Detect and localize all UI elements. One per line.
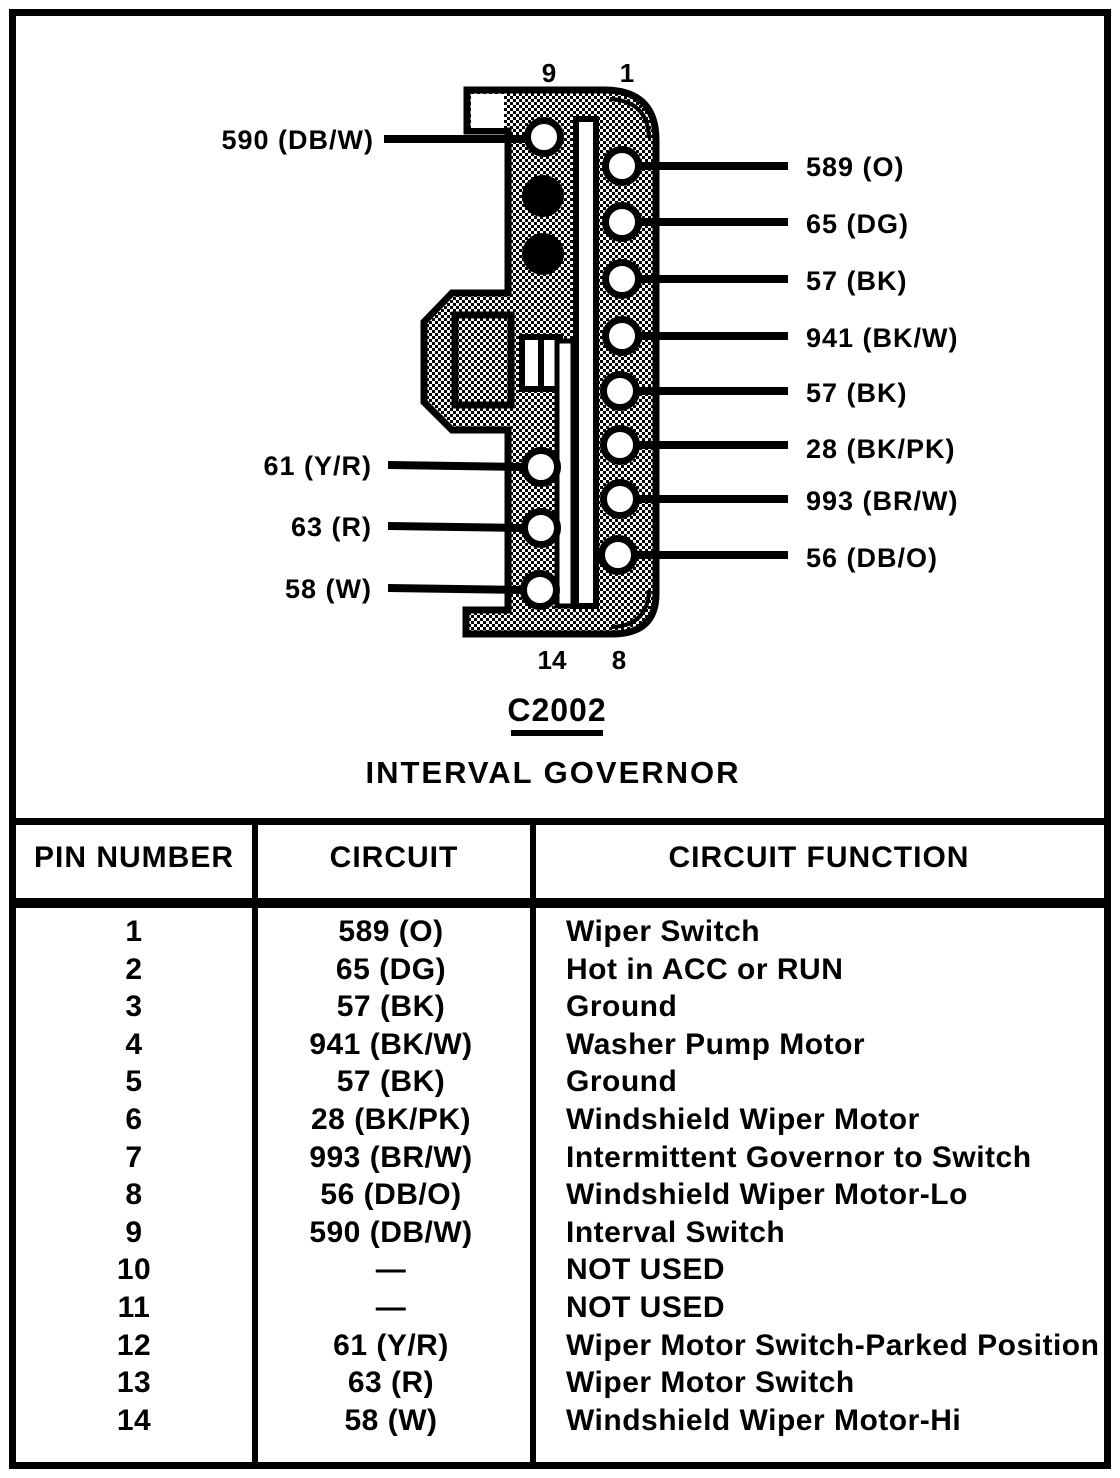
circuit-cell: 589 (O) xyxy=(338,915,444,948)
circuit-function-cell: Windshield Wiper Motor xyxy=(566,1102,920,1136)
circuit-cell: 56 (DB/O) xyxy=(320,1178,462,1212)
pin-number-cell: 1 xyxy=(125,915,143,948)
table-row xyxy=(16,1026,1102,1064)
pin-number-bottom-right: 8 xyxy=(611,645,627,675)
table-row xyxy=(16,1289,1102,1327)
pin-number-cell: 5 xyxy=(125,1065,143,1099)
pin-number-top-right: 1 xyxy=(619,58,635,88)
table-row xyxy=(16,988,1102,1026)
table-row xyxy=(16,913,1102,951)
table-row xyxy=(16,1251,1102,1289)
pin-10-plug xyxy=(522,175,564,217)
wire-label-65: 65 (DG) xyxy=(806,209,910,239)
circuit-function-cell: Windshield Wiper Motor-Lo xyxy=(566,1178,968,1212)
pin-14-hole xyxy=(524,574,557,607)
circuit-cell: — xyxy=(375,1290,407,1324)
flange-notch xyxy=(471,94,504,128)
wire-label-58: 58 (W) xyxy=(285,574,372,604)
circuit-cell: 57 (BK) xyxy=(336,990,446,1024)
header-bottom-rule xyxy=(9,898,1111,908)
pin-12-hole xyxy=(525,451,558,484)
table-row xyxy=(16,1402,1102,1440)
pin-number-cell: 8 xyxy=(125,1178,143,1212)
pin-number-bottom-left: 14 xyxy=(537,645,567,675)
pin-number-cell: 13 xyxy=(116,1366,152,1400)
table-top-rule xyxy=(9,818,1111,825)
leader-61 xyxy=(388,465,528,467)
center-slot-long xyxy=(576,119,596,606)
pin-8-hole xyxy=(602,539,635,572)
circuit-cell: 28 (BK/PK) xyxy=(310,1102,472,1136)
pin-number-cell: 9 xyxy=(125,1215,143,1249)
header-circuit-function: CIRCUIT FUNCTION xyxy=(668,841,970,874)
circuit-cell: — xyxy=(375,1253,407,1287)
circuit-cell: 58 (W) xyxy=(344,1403,438,1437)
circuit-cell: 590 (DB/W) xyxy=(309,1215,473,1249)
table-row xyxy=(16,1063,1102,1101)
pin-11-plug xyxy=(522,233,564,275)
connector-id: C2002 xyxy=(507,692,607,728)
pin-4-hole xyxy=(606,320,639,353)
circuit-function-cell: Wiper Switch xyxy=(566,915,761,948)
wire-label-993: 993 (BR/W) xyxy=(806,486,959,516)
pin-6-hole xyxy=(604,429,637,462)
circuit-cell: 993 (BR/W) xyxy=(309,1140,473,1174)
pin-number-cell: 4 xyxy=(125,1027,143,1061)
pin-number-cell: 7 xyxy=(125,1140,143,1174)
pin-9-hole xyxy=(528,121,561,154)
circuit-function-cell: NOT USED xyxy=(566,1290,726,1324)
table-row xyxy=(16,1327,1102,1365)
circuit-cell: 61 (Y/R) xyxy=(333,1328,449,1362)
circuit-function-cell: Interval Switch xyxy=(566,1215,786,1249)
circuit-function-cell: Ground xyxy=(566,1065,678,1099)
circuit-function-cell: Hot in ACC or RUN xyxy=(566,952,844,986)
wire-label-590: 590 (DB/W) xyxy=(221,125,374,155)
pin-number-cell: 14 xyxy=(116,1403,152,1437)
pin-number-cell: 10 xyxy=(116,1253,152,1287)
wire-label-56: 56 (DB/O) xyxy=(806,543,939,573)
wire-label-57a: 57 (BK) xyxy=(806,266,908,296)
table-rows xyxy=(16,913,1102,1439)
table-row xyxy=(16,1214,1102,1252)
circuit-function-cell: Wiper Motor Switch-Parked Position xyxy=(566,1328,1100,1362)
connector-title: INTERVAL GOVERNOR xyxy=(365,755,741,790)
pin-5-hole xyxy=(604,375,637,408)
circuit-function-cell: NOT USED xyxy=(566,1253,726,1287)
wire-label-589: 589 (O) xyxy=(806,152,905,182)
table-row xyxy=(16,1139,1102,1177)
circuit-cell: 57 (BK) xyxy=(336,1065,446,1099)
leader-63 xyxy=(388,526,528,528)
pin-number-top-left: 9 xyxy=(541,58,557,88)
wire-label-28: 28 (BK/PK) xyxy=(806,434,956,464)
pin-number-cell: 11 xyxy=(117,1290,151,1324)
table-row xyxy=(16,951,1102,989)
wire-label-61: 61 (Y/R) xyxy=(263,451,372,481)
pin-number-cell: 3 xyxy=(125,990,143,1024)
header-circuit: CIRCUIT xyxy=(329,841,459,874)
wire-label-941: 941 (BK/W) xyxy=(806,323,959,353)
pin-number-cell: 2 xyxy=(125,952,143,986)
circuit-function-cell: Intermittent Governor to Switch xyxy=(566,1140,1032,1174)
table-row xyxy=(16,1101,1102,1139)
circuit-function-cell: Windshield Wiper Motor-Hi xyxy=(566,1403,962,1437)
circuit-function-cell: Wiper Motor Switch xyxy=(566,1366,855,1400)
pin-13-hole xyxy=(525,512,558,545)
table-row xyxy=(16,1176,1102,1214)
circuit-cell: 63 (R) xyxy=(347,1366,435,1400)
circuit-cell: 65 (DG) xyxy=(335,952,447,986)
header-pin-number: PIN NUMBER xyxy=(33,841,234,874)
table-row xyxy=(16,1364,1102,1402)
wire-label-57b: 57 (BK) xyxy=(806,378,908,408)
pin-3-hole xyxy=(606,263,639,296)
pin-number-cell: 6 xyxy=(125,1102,143,1136)
connector-id-underline xyxy=(511,730,603,736)
pin-1-hole xyxy=(606,150,639,183)
wire-label-63: 63 (R) xyxy=(290,512,372,542)
pin-7-hole xyxy=(604,483,637,516)
leader-58 xyxy=(388,588,528,590)
circuit-cell: 941 (BK/W) xyxy=(309,1027,473,1061)
pin-number-cell: 12 xyxy=(116,1328,152,1362)
circuit-function-cell: Ground xyxy=(566,990,678,1024)
circuit-function-cell: Washer Pump Motor xyxy=(566,1027,866,1061)
pin-2-hole xyxy=(606,206,639,239)
